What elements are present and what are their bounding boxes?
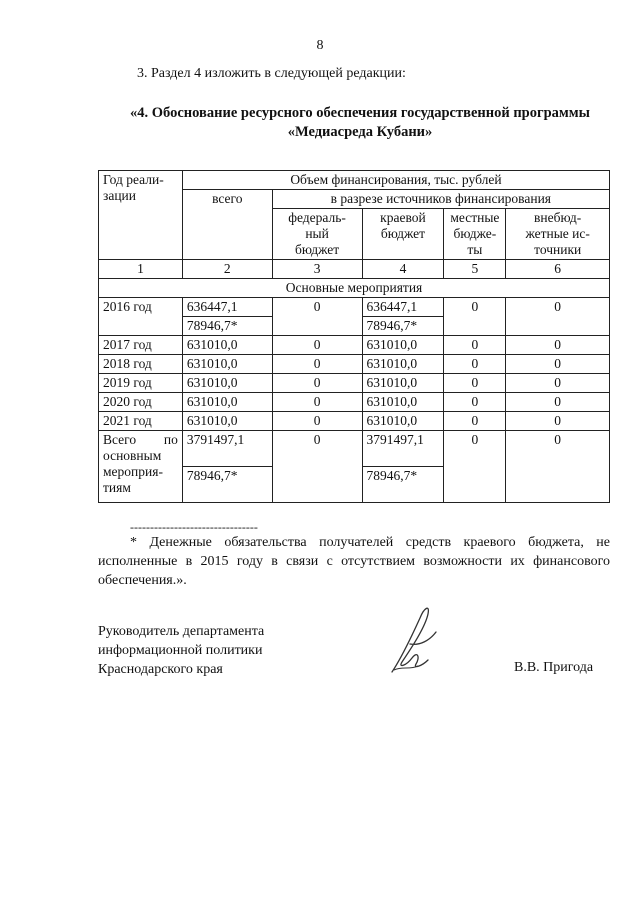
header-sources: в разрезе источников финансирования bbox=[272, 190, 609, 209]
signer-block bbox=[98, 622, 264, 679]
row-local: 0 bbox=[444, 374, 506, 393]
row-federal: 0 bbox=[272, 393, 362, 412]
row-year: 2018 год bbox=[99, 355, 183, 374]
table-row bbox=[99, 298, 610, 317]
table-row bbox=[99, 374, 610, 393]
row-regional: 631010,0 bbox=[362, 355, 444, 374]
section-heading-line1: «4. Обоснование ресурсного обеспечения государственной программы bbox=[130, 105, 590, 121]
total-sum-note: 78946,7* bbox=[182, 467, 272, 503]
total-regional: 3791497,1 bbox=[362, 431, 444, 467]
section-title-row: Основные мероприятия bbox=[99, 279, 610, 298]
row-federal: 0 bbox=[272, 374, 362, 393]
row-year: 2019 год bbox=[99, 374, 183, 393]
row-federal: 0 bbox=[272, 336, 362, 355]
row-total: 631010,0 bbox=[182, 336, 272, 355]
intro-text: 3. Раздел 4 изложить в следующей редакции: bbox=[137, 66, 406, 81]
row-total: 636447,1 bbox=[182, 298, 272, 317]
row-extrabudget: 0 bbox=[506, 393, 610, 412]
funding-table bbox=[98, 170, 610, 503]
row-regional: 631010,0 bbox=[362, 336, 444, 355]
row-local: 0 bbox=[444, 355, 506, 374]
row-total: 631010,0 bbox=[182, 355, 272, 374]
row-year: 2016 год bbox=[99, 298, 183, 336]
column-number: 3 bbox=[272, 260, 362, 279]
row-regional: 631010,0 bbox=[362, 412, 444, 431]
header-federal: федераль- ный бюджет bbox=[272, 209, 362, 260]
column-number-row bbox=[99, 260, 610, 279]
row-local: 0 bbox=[444, 412, 506, 431]
row-local: 0 bbox=[444, 393, 506, 412]
header-regional: краевой бюджет bbox=[362, 209, 444, 260]
row-extrabudget: 0 bbox=[506, 298, 610, 336]
header-local: местные бюдже- ты bbox=[444, 209, 506, 260]
header-funding-volume: Объем финансирования, тыс. рублей bbox=[182, 171, 609, 190]
signer-line3: Краснодарского края bbox=[98, 662, 223, 677]
row-federal: 0 bbox=[272, 298, 362, 336]
total-label-rest: основным мероприя- тиям bbox=[103, 448, 163, 495]
signer-line1: Руководитель департамента bbox=[98, 624, 265, 639]
table-row bbox=[99, 355, 610, 374]
section-heading bbox=[80, 104, 640, 142]
total-extrabudget: 0 bbox=[506, 431, 610, 503]
row-extrabudget: 0 bbox=[506, 336, 610, 355]
total-federal: 0 bbox=[272, 431, 362, 503]
row-total-note: 78946,7* bbox=[182, 317, 272, 336]
row-federal: 0 bbox=[272, 412, 362, 431]
total-regional-note: 78946,7* bbox=[362, 467, 444, 503]
table-row bbox=[99, 393, 610, 412]
row-year: 2020 год bbox=[99, 393, 183, 412]
header-year: Год реали- зации bbox=[99, 171, 183, 260]
row-extrabudget: 0 bbox=[506, 355, 610, 374]
row-extrabudget: 0 bbox=[506, 412, 610, 431]
page-number: 8 bbox=[316, 38, 324, 53]
row-regional: 631010,0 bbox=[362, 374, 444, 393]
signer-line2: информационной политики bbox=[98, 643, 263, 658]
row-federal: 0 bbox=[272, 355, 362, 374]
row-regional: 631010,0 bbox=[362, 393, 444, 412]
row-total: 631010,0 bbox=[182, 393, 272, 412]
total-label bbox=[99, 431, 183, 503]
table-row bbox=[99, 412, 610, 431]
footnote: * Денежные обязательства получателей средств краевого бюджета, не исполненные в 2015 году в связи с отсутствием возможности их финансового обеспечения.». bbox=[98, 535, 610, 588]
column-number: 2 bbox=[182, 260, 272, 279]
header-total: всего bbox=[182, 190, 272, 260]
section-heading-line2: «Медиасреда Кубани» bbox=[287, 124, 433, 140]
row-regional-note: 78946,7* bbox=[362, 317, 444, 336]
row-local: 0 bbox=[444, 298, 506, 336]
column-number: 1 bbox=[99, 260, 183, 279]
footnote-separator: -------------------------------- bbox=[130, 520, 258, 534]
column-number: 4 bbox=[362, 260, 444, 279]
row-local: 0 bbox=[444, 336, 506, 355]
table-row-total bbox=[99, 431, 610, 467]
total-label-line1: Всего по bbox=[103, 432, 178, 447]
row-year: 2017 год bbox=[99, 336, 183, 355]
table-row bbox=[99, 336, 610, 355]
signer-name: В.В. Пригода bbox=[514, 660, 594, 675]
signature-image bbox=[380, 600, 450, 680]
column-number: 6 bbox=[506, 260, 610, 279]
column-number: 5 bbox=[444, 260, 506, 279]
total-sum: 3791497,1 bbox=[182, 431, 272, 467]
row-regional: 636447,1 bbox=[362, 298, 444, 317]
total-local: 0 bbox=[444, 431, 506, 503]
row-total: 631010,0 bbox=[182, 374, 272, 393]
row-extrabudget: 0 bbox=[506, 374, 610, 393]
header-extrabudget: внебюд- жетные ис- точники bbox=[506, 209, 610, 260]
row-total: 631010,0 bbox=[182, 412, 272, 431]
row-year: 2021 год bbox=[99, 412, 183, 431]
